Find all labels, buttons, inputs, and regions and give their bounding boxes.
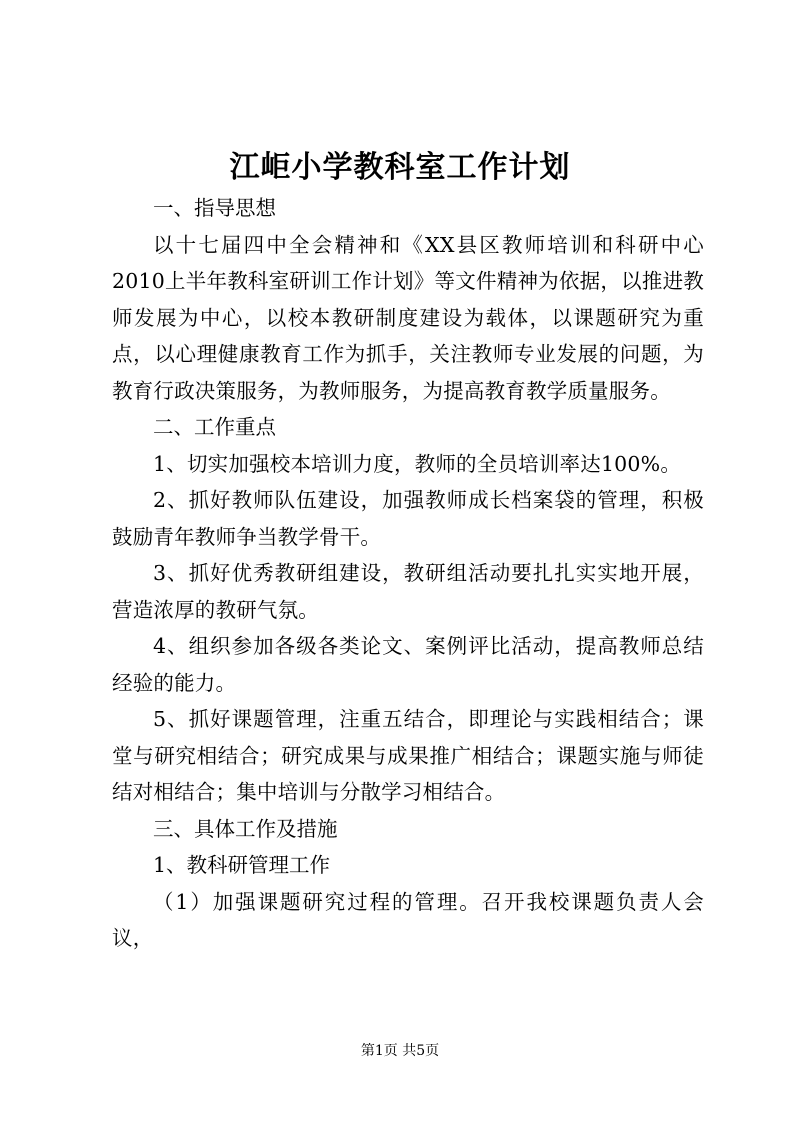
paragraph-focus-item-2: 2、抓好教师队伍建设，加强教师成长档案袋的管理，积极鼓励青年教师争当教学骨干。 [112, 488, 704, 549]
paragraph-guiding-ideology: 以十七届四中全会精神和《XX县区教师培训和科研中心2010上半年教科室研训工作计划》等文件精神为依据，以推进教师发展为中心，以校本教研制度建设为载体，以课题研究为重点，以心理健康教育工作为抓手，关注教师专业发展的问题，为教育行政决策服务，为教师服务，为提高教育教学质量服务。 [112, 232, 704, 403]
section-heading-work-focus: 二、工作重点 [153, 415, 276, 439]
paragraph-research-management-1: （1）加强课题研究过程的管理。召开我校课题负责人会议， [112, 889, 704, 950]
page-footer: 第1页 共5页 [360, 1043, 440, 1059]
paragraph-focus-item-4: 4、组织参加各级各类论文、案例评比活动，提高教师总结经验的能力。 [112, 634, 704, 695]
subheading-research-management: 1、教科研管理工作 [153, 853, 331, 877]
paragraph-focus-item-1: 1、切实加强校本培训力度，教师的全员培训率达100%。 [153, 451, 682, 476]
section-heading-measures: 三、具体工作及措施 [153, 816, 338, 841]
page-title: 江岠小学教科室工作计划 [229, 150, 571, 185]
section-heading-guiding-ideology: 一、指导思想 [153, 196, 276, 220]
paragraph-focus-item-5: 5、抓好课题管理，注重五结合，即理论与实践相结合；课堂与研究相结合；研究成果与成果推广相结合；课题实施与师徒结对相结合；集中培训与分散学习相结合。 [112, 707, 704, 804]
paragraph-focus-item-3: 3、抓好优秀教研组建设，教研组活动要扎扎实实地开展，营造浓厚的教研气氛。 [112, 561, 704, 622]
document-body [112, 190, 704, 957]
